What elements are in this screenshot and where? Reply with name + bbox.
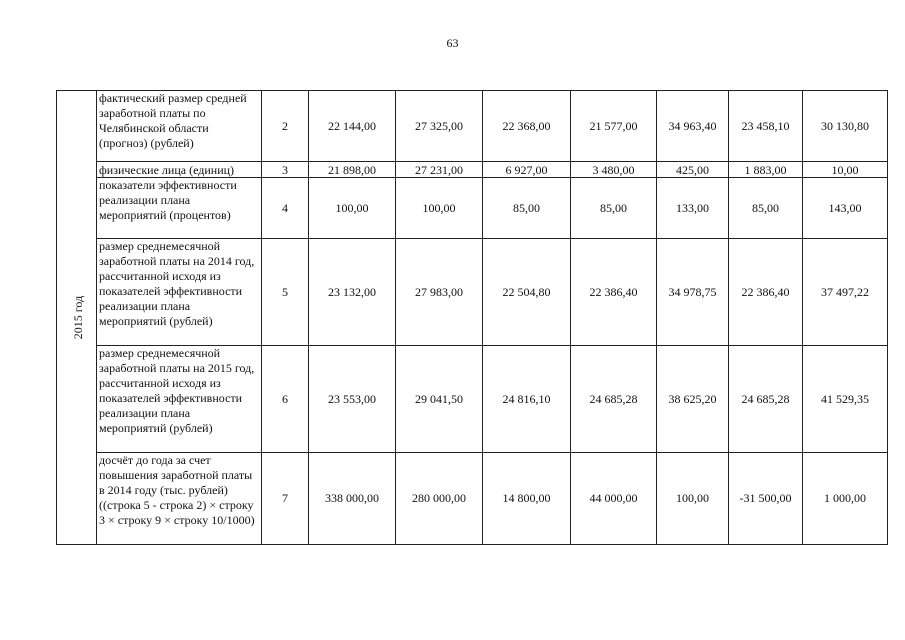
value-cell: 30 130,80 xyxy=(803,91,888,162)
value-cell: 27 231,00 xyxy=(396,162,483,178)
value-cell: 133,00 xyxy=(657,178,729,239)
value-cell: 3 480,00 xyxy=(571,162,657,178)
value-cell: 29 041,50 xyxy=(396,346,483,453)
table-row xyxy=(57,162,888,178)
value-cell: 6 927,00 xyxy=(483,162,571,178)
value-cell: 1 000,00 xyxy=(803,453,888,545)
value-cell: 27 325,00 xyxy=(396,91,483,162)
value-cell: 22 144,00 xyxy=(309,91,396,162)
row-description: размер среднемесячной заработной платы на 2015 год, рассчитанной исходя из показателей эффективности реализации плана мероприятий (рублей) xyxy=(97,346,262,453)
value-cell: 24 816,10 xyxy=(483,346,571,453)
row-description: физические лица (единиц) xyxy=(97,162,262,178)
row-description: показатели эффективности реализации плана мероприятий (процентов) xyxy=(97,178,262,239)
row-description: досчёт до года за счет повышения заработной платы в 2014 году (тыс. рублей) ((строка 5 - строка 2) × строку 3 × строку 9 × строку 10/1000) xyxy=(97,453,262,545)
value-cell: 41 529,35 xyxy=(803,346,888,453)
value-cell: 27 983,00 xyxy=(396,239,483,346)
value-cell: 22 386,40 xyxy=(571,239,657,346)
value-cell: 23 132,00 xyxy=(309,239,396,346)
row-description: фактический размер средней заработной платы по Челябинской области (прогноз) (рублей) xyxy=(97,91,262,162)
value-cell: 38 625,20 xyxy=(657,346,729,453)
value-cell: 24 685,28 xyxy=(571,346,657,453)
value-cell: 338 000,00 xyxy=(309,453,396,545)
table-row xyxy=(57,239,888,346)
value-cell: 21 898,00 xyxy=(309,162,396,178)
value-cell: 21 577,00 xyxy=(571,91,657,162)
value-cell: 22 386,40 xyxy=(729,239,803,346)
row-line-number: 4 xyxy=(262,178,309,239)
table-row xyxy=(57,453,888,545)
row-line-number: 6 xyxy=(262,346,309,453)
value-cell: 425,00 xyxy=(657,162,729,178)
value-cell: 100,00 xyxy=(396,178,483,239)
value-cell: 14 800,00 xyxy=(483,453,571,545)
row-line-number: 7 xyxy=(262,453,309,545)
value-cell: 10,00 xyxy=(803,162,888,178)
row-description: размер среднемесячной заработной платы на 2014 год, рассчитанной исходя из показателей эффективности реализации плана мероприятий (рублей) xyxy=(97,239,262,346)
value-cell: 100,00 xyxy=(657,453,729,545)
indicators-table xyxy=(56,90,888,545)
value-cell: 85,00 xyxy=(571,178,657,239)
value-cell: 22 504,80 xyxy=(483,239,571,346)
table-row xyxy=(57,91,888,162)
table-row xyxy=(57,346,888,453)
value-cell: 85,00 xyxy=(729,178,803,239)
value-cell: 1 883,00 xyxy=(729,162,803,178)
value-cell: 23 458,10 xyxy=(729,91,803,162)
table-row xyxy=(57,178,888,239)
value-cell: 143,00 xyxy=(803,178,888,239)
row-line-number: 5 xyxy=(262,239,309,346)
year-label: 2015 год xyxy=(71,295,86,340)
value-cell: 100,00 xyxy=(309,178,396,239)
year-cell xyxy=(57,91,97,545)
value-cell: 34 978,75 xyxy=(657,239,729,346)
row-line-number: 2 xyxy=(262,91,309,162)
value-cell: 22 368,00 xyxy=(483,91,571,162)
value-cell: -31 500,00 xyxy=(729,453,803,545)
value-cell: 24 685,28 xyxy=(729,346,803,453)
row-line-number: 3 xyxy=(262,162,309,178)
value-cell: 44 000,00 xyxy=(571,453,657,545)
value-cell: 85,00 xyxy=(483,178,571,239)
value-cell: 34 963,40 xyxy=(657,91,729,162)
page-number: 63 xyxy=(446,36,459,50)
value-cell: 280 000,00 xyxy=(396,453,483,545)
value-cell: 37 497,22 xyxy=(803,239,888,346)
table-body xyxy=(57,91,888,545)
value-cell: 23 553,00 xyxy=(309,346,396,453)
